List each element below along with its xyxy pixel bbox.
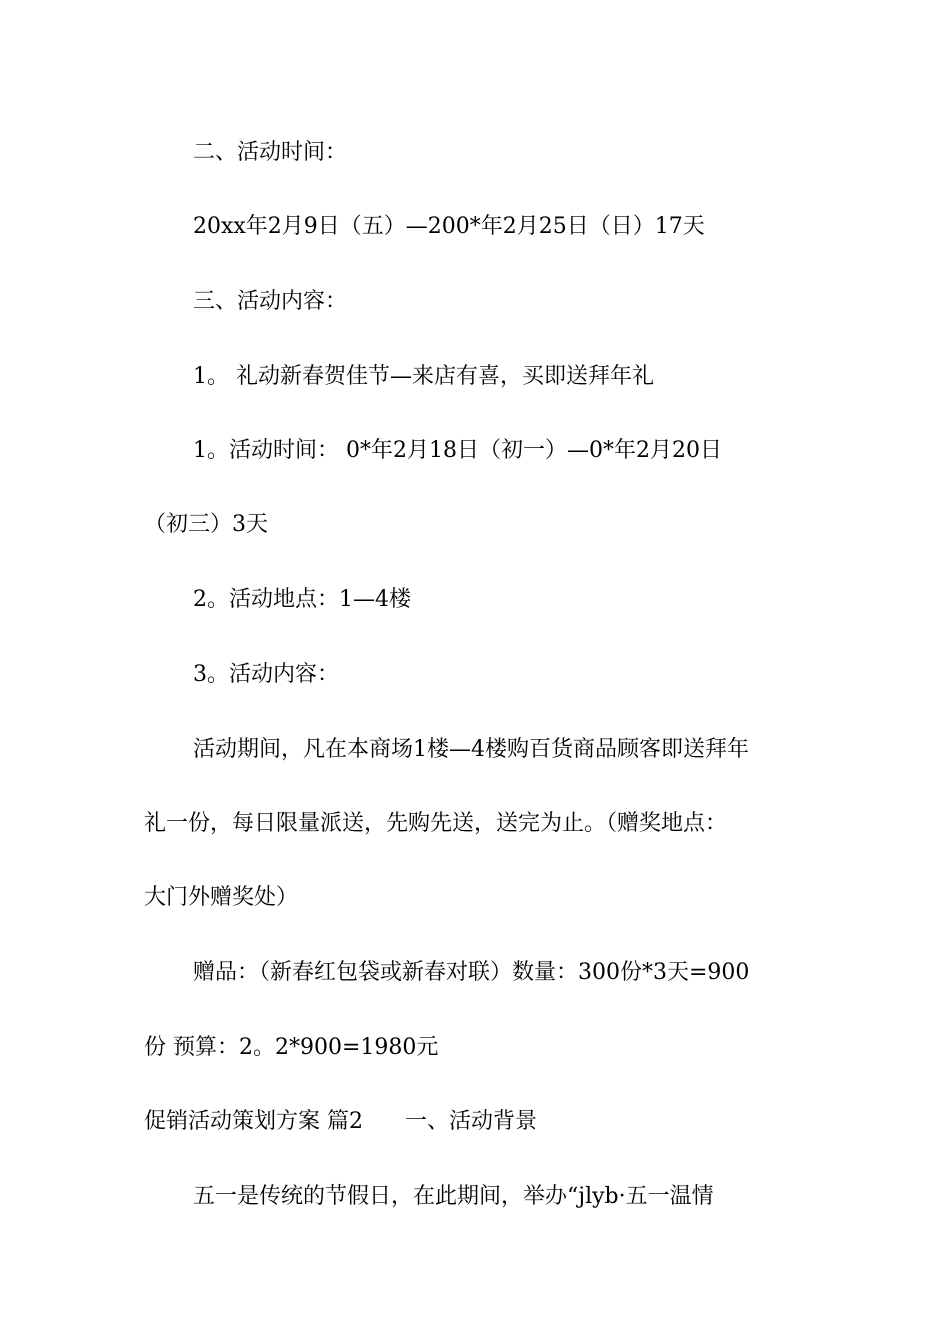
gift-line-2: 份 预算：2。2*900=1980元 — [144, 1035, 439, 1060]
item-1-time-line-1: 1。活动时间： 0*年2月18日（初一）—0*年2月20日 — [193, 438, 722, 463]
plan-heading: 促销活动策划方案 篇2 一、活动背景 — [144, 1109, 537, 1134]
section-heading-activity-time: 二、活动时间： — [193, 140, 348, 165]
item-1-time-line-2: （初三）3天 — [144, 512, 268, 537]
gift-line-1: 赠品：（新春红包袋或新春对联）数量：300份*3天=900 — [193, 960, 750, 985]
item-3-content-heading: 3。活动内容： — [193, 662, 339, 687]
paragraph-line-3: 大门外赠奖处） — [144, 885, 299, 910]
background-paragraph-line-1: 五一是传统的节假日，在此期间，举办“jlyb·五一温情 — [193, 1184, 714, 1209]
item-2-location: 2。活动地点：1—4楼 — [193, 587, 411, 612]
paragraph-line-1: 活动期间，凡在本商场1楼—4楼购百货商品顾客即送拜年 — [193, 737, 749, 762]
activity-date-range: 20xx年2月9日（五）—200*年2月25日（日）17天 — [193, 214, 705, 239]
section-heading-activity-content: 三、活动内容： — [193, 289, 348, 314]
item-1-title: 1。 礼动新春贺佳节—来店有喜，买即送拜年礼 — [193, 364, 654, 389]
paragraph-line-2: 礼一份，每日限量派送，先购先送，送完为止。（赠奖地点： — [144, 811, 728, 836]
